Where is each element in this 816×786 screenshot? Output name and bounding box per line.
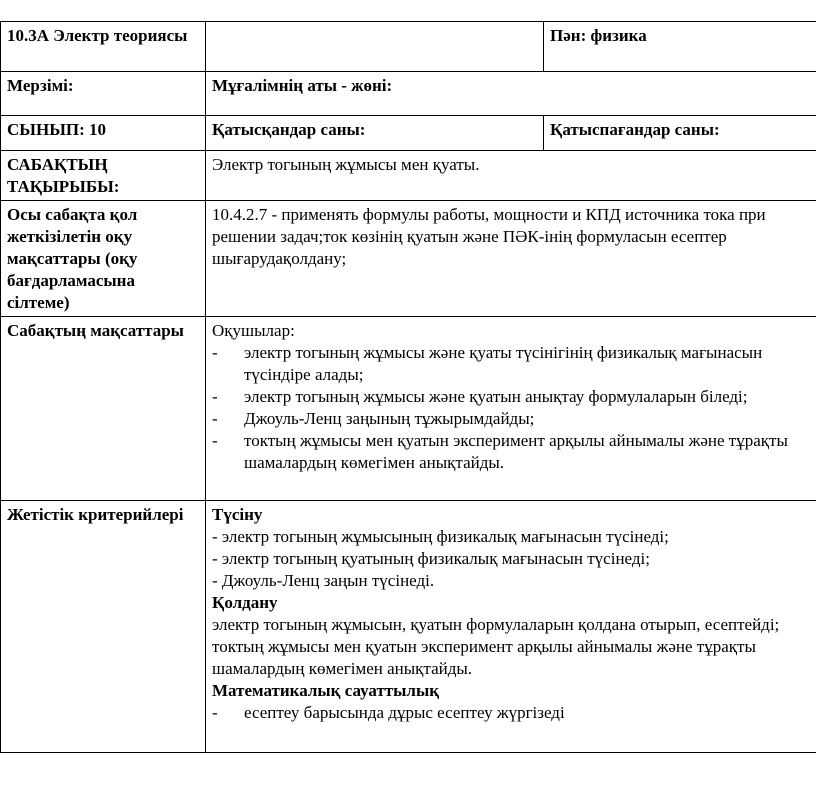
- list-dash: -: [212, 343, 218, 362]
- criteria-label: Жетістік критерийлері: [7, 505, 184, 524]
- goal-item-text: электр тогының жұмысы және қуаты түсінігінің физикалық мағынасын түсіндіре алады;: [244, 343, 763, 384]
- class-label: СЫНЫП: 10: [7, 120, 107, 139]
- criteria-value-cell: [206, 501, 816, 753]
- application-item: токтың жұмысы мен қуатын эксперимент арқылы айнымалы және тұрақты шамалардың көмегімен анықтайды.: [212, 637, 756, 678]
- teacher-cell: [206, 72, 816, 116]
- present-cell: [206, 116, 544, 151]
- understanding-item: - электр тогының жұмысының физикалық мағынасын түсінеді;: [212, 527, 669, 546]
- header-blank-cell: [206, 22, 544, 72]
- class-row: [1, 116, 816, 151]
- list-dash: -: [212, 703, 218, 722]
- criteria-row: [1, 501, 816, 753]
- subject-cell: [544, 22, 816, 72]
- topic-label-cell: [1, 151, 206, 201]
- goal-item-text: токтың жұмысы мен қуатын эксперимент арқылы айнымалы және тұрақты шамалардың көмегімен анықтайды.: [244, 431, 788, 472]
- understanding-item: - Джоуль-Ленц заңын түсінеді.: [212, 571, 435, 590]
- goal-item: [212, 386, 816, 408]
- goal-item-text: Джоуль-Ленц заңының тұжырымдайды;: [244, 409, 535, 428]
- topic-row: [1, 151, 816, 201]
- topic-label: САБАҚТЫҢ ТАҚЫРЫБЫ:: [7, 155, 120, 196]
- goal-item: [212, 430, 816, 474]
- application-heading: Қолдану: [212, 593, 278, 612]
- goals-row: [1, 317, 816, 501]
- objectives-label: Осы сабақта қол жеткізілетін оқу мақсаттары (оқу бағдарламасына сілтеме): [7, 205, 138, 312]
- literacy-item: [212, 702, 816, 724]
- objectives-label-cell: [1, 201, 206, 317]
- date-label: Мерзімі:: [7, 76, 74, 95]
- absent-cell: [544, 116, 816, 151]
- goals-label-cell: [1, 317, 206, 501]
- topic-code: 10.3А Электр теориясы: [7, 26, 188, 45]
- topic-code-cell: [1, 22, 206, 72]
- goals-intro: Оқушылар:: [212, 321, 295, 340]
- list-dash: -: [212, 431, 218, 450]
- understanding-heading: Түсіну: [212, 505, 263, 524]
- goal-item: [212, 342, 816, 386]
- teacher-label: Мұғалімнің аты - жөні:: [212, 76, 393, 95]
- header-row: [1, 22, 816, 72]
- list-dash: -: [212, 409, 218, 428]
- date-row: [1, 72, 816, 116]
- objectives-value-cell: [206, 201, 816, 317]
- understanding-item: - электр тогының қуатының физикалық мағынасын түсінеді;: [212, 549, 650, 568]
- topic-value-cell: [206, 151, 816, 201]
- date-label-cell: [1, 72, 206, 116]
- goal-item: [212, 408, 816, 430]
- literacy-item-text: есептеу барысында дұрыс есептеу жүргізеді: [244, 703, 565, 722]
- lesson-plan-table: [0, 21, 816, 753]
- objectives-row: [1, 201, 816, 317]
- class-label-cell: [1, 116, 206, 151]
- objectives-value: 10.4.2.7 - применять формулы работы, мощности и КПД источника тока при решении задач;ток көзінің қуатын және ПӘК-інің формуласын есептер шығарудақолдану;: [212, 205, 766, 268]
- goal-item-text: электр тогының жұмысы және қуатын анықтау формулаларын біледі;: [244, 387, 748, 406]
- lesson-plan-sheet: [0, 21, 816, 753]
- list-dash: -: [212, 387, 218, 406]
- goals-label: Сабақтың мақсаттары: [7, 321, 184, 340]
- absent-count-label: Қатыспағандар саны:: [550, 120, 720, 139]
- literacy-heading: Математикалық сауаттылық: [212, 681, 440, 700]
- criteria-label-cell: [1, 501, 206, 753]
- subject-label: Пән: физика: [550, 26, 647, 45]
- present-count-label: Қатысқандар саны:: [212, 120, 366, 139]
- topic-value: Электр тогының жұмысы мен қуаты.: [212, 155, 480, 174]
- application-item: электр тогының жұмысын, қуатын формулаларын қолдана отырып, есептейді;: [212, 615, 780, 634]
- goals-value-cell: [206, 317, 816, 501]
